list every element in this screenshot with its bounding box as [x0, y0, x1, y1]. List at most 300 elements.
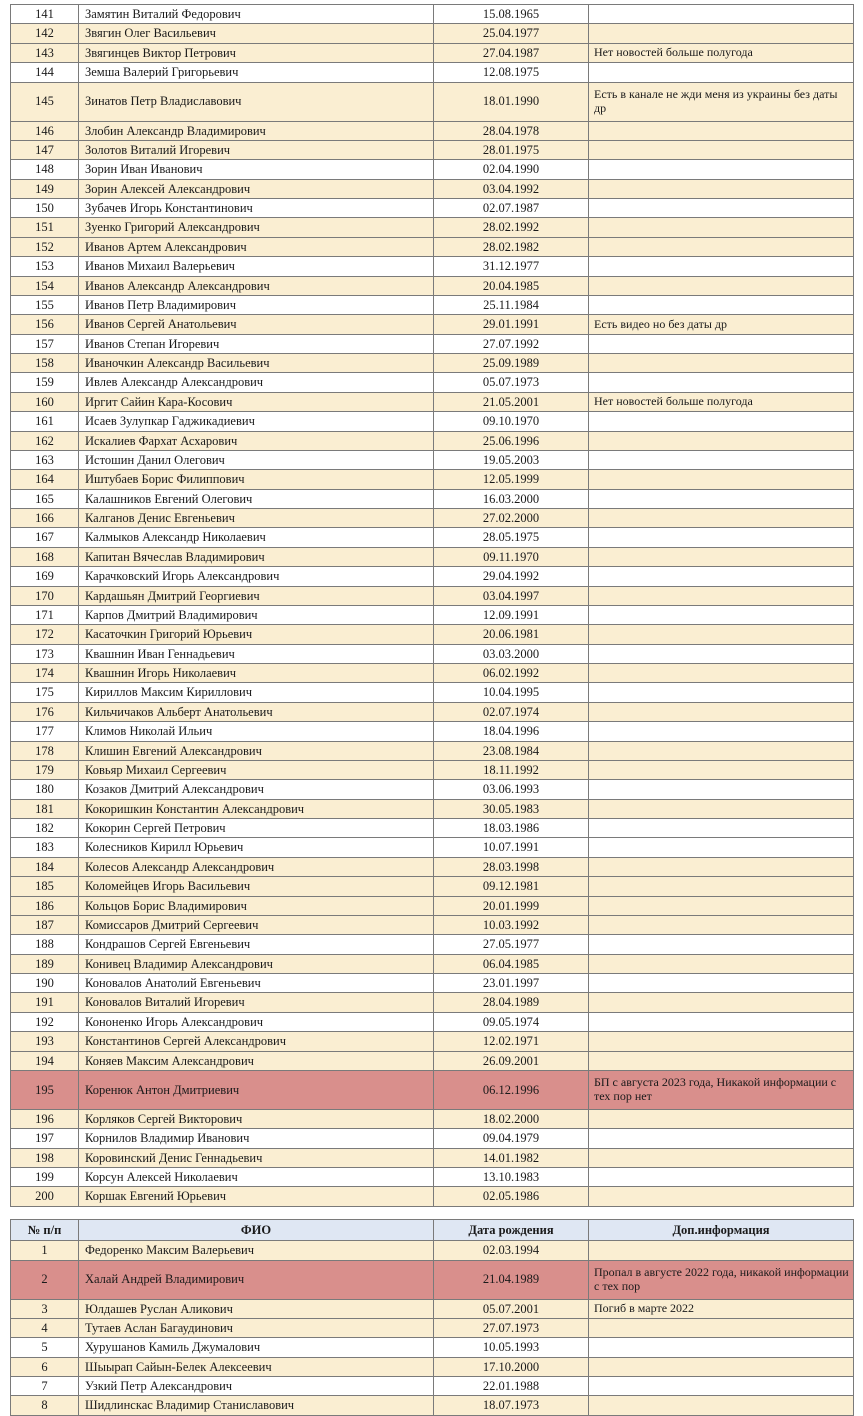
cell-full-name: Кокоришкин Константин Александрович — [79, 799, 434, 818]
table-row — [11, 760, 854, 779]
table-row — [11, 121, 854, 140]
table-separator — [10, 1207, 853, 1219]
cell-full-name: Коновалов Виталий Игоревич — [79, 993, 434, 1012]
cell-number: 174 — [11, 664, 79, 683]
cell-date-of-birth: 19.05.2003 — [434, 450, 589, 469]
cell-date-of-birth: 09.05.1974 — [434, 1012, 589, 1031]
cell-full-name: Коняев Максим Александрович — [79, 1051, 434, 1070]
cell-date-of-birth: 25.06.1996 — [434, 431, 589, 450]
cell-number: 1 — [11, 1241, 79, 1260]
cell-additional-info: Нет новостей больше полугода — [589, 392, 854, 411]
cell-additional-info: БП с августа 2023 года, Никакой информации с тех пор нет — [589, 1070, 854, 1109]
cell-additional-info — [589, 218, 854, 237]
cell-additional-info: Нет новостей больше полугода — [589, 43, 854, 62]
cell-full-name: Земша Валерий Григорьевич — [79, 63, 434, 82]
cell-full-name: Кононенко Игорь Александрович — [79, 1012, 434, 1031]
table-row — [11, 1318, 854, 1337]
cell-number: 175 — [11, 683, 79, 702]
cell-full-name: Ивлев Александр Александрович — [79, 373, 434, 392]
cell-full-name: Корляков Сергей Викторович — [79, 1109, 434, 1128]
cell-number: 5 — [11, 1338, 79, 1357]
cell-number: 176 — [11, 702, 79, 721]
table-row — [11, 179, 854, 198]
cell-date-of-birth: 18.04.1996 — [434, 722, 589, 741]
cell-date-of-birth: 12.09.1991 — [434, 605, 589, 624]
cell-number: 192 — [11, 1012, 79, 1031]
cell-number: 143 — [11, 43, 79, 62]
cell-number: 158 — [11, 354, 79, 373]
table-row — [11, 1357, 854, 1376]
cell-full-name: Комиссаров Дмитрий Сергеевич — [79, 915, 434, 934]
cell-number: 172 — [11, 625, 79, 644]
cell-full-name: Исаев Зулупкар Гаджикадиевич — [79, 412, 434, 431]
cell-number: 155 — [11, 295, 79, 314]
persons-table — [10, 4, 854, 1207]
cell-additional-info: Есть в канале не жди меня из украины без даты др — [589, 82, 854, 121]
cell-full-name: Истошин Данил Олегович — [79, 450, 434, 469]
cell-date-of-birth: 03.04.1997 — [434, 586, 589, 605]
cell-number: 187 — [11, 915, 79, 934]
cell-date-of-birth: 29.01.1991 — [434, 315, 589, 334]
cell-full-name: Колесов Александр Александрович — [79, 857, 434, 876]
cell-full-name: Замятин Виталий Федорович — [79, 5, 434, 24]
table-row — [11, 528, 854, 547]
cell-additional-info — [589, 664, 854, 683]
table-row — [11, 1377, 854, 1396]
cell-full-name: Кардашьян Дмитрий Георгиевич — [79, 586, 434, 605]
cell-additional-info — [589, 257, 854, 276]
cell-additional-info — [589, 819, 854, 838]
cell-additional-info: Пропал в августе 2022 года, никакой информации с тех пор — [589, 1260, 854, 1299]
cell-date-of-birth: 26.09.2001 — [434, 1051, 589, 1070]
cell-number: 185 — [11, 877, 79, 896]
cell-full-name: Зинатов Петр Владиславович — [79, 82, 434, 121]
cell-number: 170 — [11, 586, 79, 605]
cell-additional-info — [589, 954, 854, 973]
cell-date-of-birth: 09.12.1981 — [434, 877, 589, 896]
cell-date-of-birth: 02.07.1974 — [434, 702, 589, 721]
cell-date-of-birth: 10.07.1991 — [434, 838, 589, 857]
cell-number: 8 — [11, 1396, 79, 1415]
cell-date-of-birth: 28.02.1982 — [434, 237, 589, 256]
table-row — [11, 722, 854, 741]
table-row — [11, 392, 854, 411]
cell-additional-info — [589, 1318, 854, 1337]
cell-number: 150 — [11, 199, 79, 218]
table-header-row — [11, 1219, 854, 1240]
cell-date-of-birth: 10.04.1995 — [434, 683, 589, 702]
cell-date-of-birth: 12.05.1999 — [434, 470, 589, 489]
table-row — [11, 1129, 854, 1148]
cell-full-name: Коломейцев Игорь Васильевич — [79, 877, 434, 896]
cell-additional-info — [589, 1168, 854, 1187]
cell-additional-info — [589, 24, 854, 43]
table-row — [11, 605, 854, 624]
table-row — [11, 470, 854, 489]
cell-date-of-birth: 28.03.1998 — [434, 857, 589, 876]
cell-number: 153 — [11, 257, 79, 276]
cell-full-name: Кильчичаков Альберт Анатольевич — [79, 702, 434, 721]
table-row — [11, 838, 854, 857]
cell-number: 178 — [11, 741, 79, 760]
table-row — [11, 315, 854, 334]
cell-number: 164 — [11, 470, 79, 489]
cell-additional-info — [589, 1051, 854, 1070]
table-row — [11, 741, 854, 760]
cell-additional-info — [589, 993, 854, 1012]
cell-additional-info — [589, 741, 854, 760]
cell-date-of-birth: 02.03.1994 — [434, 1241, 589, 1260]
table-row — [11, 1012, 854, 1031]
cell-additional-info — [589, 857, 854, 876]
cell-full-name: Узкий Петр Александрович — [79, 1377, 434, 1396]
table-row — [11, 567, 854, 586]
table-row — [11, 450, 854, 469]
cell-full-name: Касаточкин Григорий Юрьевич — [79, 625, 434, 644]
cell-date-of-birth: 20.04.1985 — [434, 276, 589, 295]
cell-number: 148 — [11, 160, 79, 179]
cell-full-name: Иргит Сайин Кара-Косович — [79, 392, 434, 411]
table-row — [11, 586, 854, 605]
cell-number: 154 — [11, 276, 79, 295]
cell-additional-info — [589, 509, 854, 528]
cell-additional-info — [589, 1396, 854, 1415]
cell-full-name: Кольцов Борис Владимирович — [79, 896, 434, 915]
cell-number: 179 — [11, 760, 79, 779]
table-row — [11, 257, 854, 276]
cell-number: 156 — [11, 315, 79, 334]
cell-date-of-birth: 28.04.1989 — [434, 993, 589, 1012]
cell-date-of-birth: 16.03.2000 — [434, 489, 589, 508]
cell-date-of-birth: 15.08.1965 — [434, 5, 589, 24]
cell-additional-info — [589, 470, 854, 489]
cell-full-name: Колесников Кирилл Юрьевич — [79, 838, 434, 857]
cell-date-of-birth: 21.05.2001 — [434, 392, 589, 411]
cell-additional-info — [589, 1241, 854, 1260]
cell-full-name: Капитан Вячеслав Владимирович — [79, 547, 434, 566]
cell-date-of-birth: 18.11.1992 — [434, 760, 589, 779]
cell-date-of-birth: 06.02.1992 — [434, 664, 589, 683]
column-header-name: ФИО — [79, 1219, 434, 1240]
table-row — [11, 974, 854, 993]
cell-number: 7 — [11, 1377, 79, 1396]
cell-date-of-birth: 27.05.1977 — [434, 935, 589, 954]
cell-date-of-birth: 20.06.1981 — [434, 625, 589, 644]
table-row — [11, 1148, 854, 1167]
table-row — [11, 799, 854, 818]
cell-additional-info — [589, 179, 854, 198]
cell-full-name: Ковьяр Михаил Сергеевич — [79, 760, 434, 779]
table-row — [11, 954, 854, 973]
cell-full-name: Калашников Евгений Олегович — [79, 489, 434, 508]
cell-date-of-birth: 03.04.1992 — [434, 179, 589, 198]
cell-number: 197 — [11, 1129, 79, 1148]
cell-full-name: Калганов Денис Евгеньевич — [79, 509, 434, 528]
cell-date-of-birth: 28.01.1975 — [434, 140, 589, 159]
cell-additional-info — [589, 354, 854, 373]
table-row — [11, 276, 854, 295]
cell-date-of-birth: 06.04.1985 — [434, 954, 589, 973]
cell-additional-info — [589, 1129, 854, 1148]
cell-full-name: Зорин Алексей Александрович — [79, 179, 434, 198]
cell-number: 177 — [11, 722, 79, 741]
cell-number: 162 — [11, 431, 79, 450]
table-row — [11, 295, 854, 314]
cell-full-name: Кириллов Максим Кириллович — [79, 683, 434, 702]
cell-full-name: Тутаев Аслан Багаудинович — [79, 1318, 434, 1337]
cell-additional-info — [589, 373, 854, 392]
cell-date-of-birth: 23.01.1997 — [434, 974, 589, 993]
table-row — [11, 412, 854, 431]
cell-date-of-birth: 22.01.1988 — [434, 1377, 589, 1396]
cell-additional-info — [589, 547, 854, 566]
cell-additional-info — [589, 896, 854, 915]
cell-date-of-birth: 25.04.1977 — [434, 24, 589, 43]
cell-number: 186 — [11, 896, 79, 915]
cell-additional-info — [589, 1357, 854, 1376]
cell-number: 171 — [11, 605, 79, 624]
cell-date-of-birth: 17.10.2000 — [434, 1357, 589, 1376]
cell-additional-info — [589, 1148, 854, 1167]
table-row — [11, 509, 854, 528]
cell-additional-info — [589, 760, 854, 779]
cell-full-name: Конивец Владимир Александрович — [79, 954, 434, 973]
cell-date-of-birth: 20.01.1999 — [434, 896, 589, 915]
cell-date-of-birth: 03.06.1993 — [434, 780, 589, 799]
table-row — [11, 43, 854, 62]
cell-additional-info — [589, 489, 854, 508]
table-row — [11, 857, 854, 876]
table-row — [11, 63, 854, 82]
cell-full-name: Иштубаев Борис Филиппович — [79, 470, 434, 489]
cell-number: 189 — [11, 954, 79, 973]
cell-full-name: Корнилов Владимир Иванович — [79, 1129, 434, 1148]
cell-number: 157 — [11, 334, 79, 353]
cell-date-of-birth: 23.08.1984 — [434, 741, 589, 760]
table-row — [11, 1032, 854, 1051]
cell-number: 167 — [11, 528, 79, 547]
table-row — [11, 82, 854, 121]
cell-number: 160 — [11, 392, 79, 411]
cell-additional-info — [589, 567, 854, 586]
cell-date-of-birth: 27.07.1992 — [434, 334, 589, 353]
cell-full-name: Квашнин Иван Геннадьевич — [79, 644, 434, 663]
table-row — [11, 354, 854, 373]
cell-full-name: Зорин Иван Иванович — [79, 160, 434, 179]
cell-full-name: Иваночкин Александр Васильевич — [79, 354, 434, 373]
cell-additional-info — [589, 237, 854, 256]
cell-full-name: Клишин Евгений Александрович — [79, 741, 434, 760]
cell-number: 169 — [11, 567, 79, 586]
cell-full-name: Климов Николай Ильич — [79, 722, 434, 741]
cell-additional-info — [589, 528, 854, 547]
cell-additional-info — [589, 605, 854, 624]
cell-date-of-birth: 18.02.2000 — [434, 1109, 589, 1128]
cell-full-name: Коновалов Анатолий Евгеньевич — [79, 974, 434, 993]
table-row — [11, 877, 854, 896]
cell-additional-info — [589, 1187, 854, 1206]
cell-number: 191 — [11, 993, 79, 1012]
table-row — [11, 935, 854, 954]
cell-full-name: Квашнин Игорь Николаевич — [79, 664, 434, 683]
cell-additional-info — [589, 702, 854, 721]
cell-additional-info — [589, 1109, 854, 1128]
table-row — [11, 373, 854, 392]
cell-additional-info — [589, 935, 854, 954]
cell-date-of-birth: 25.11.1984 — [434, 295, 589, 314]
cell-full-name: Зубачев Игорь Константинович — [79, 199, 434, 218]
cell-additional-info — [589, 1338, 854, 1357]
cell-additional-info — [589, 5, 854, 24]
cell-number: 142 — [11, 24, 79, 43]
cell-full-name: Зуенко Григорий Александрович — [79, 218, 434, 237]
cell-number: 194 — [11, 1051, 79, 1070]
cell-date-of-birth: 02.07.1987 — [434, 199, 589, 218]
table-row — [11, 24, 854, 43]
cell-full-name: Хурушанов Камиль Джумалович — [79, 1338, 434, 1357]
cell-number: 163 — [11, 450, 79, 469]
cell-additional-info — [589, 121, 854, 140]
cell-additional-info: Есть видео но без даты др — [589, 315, 854, 334]
cell-full-name: Иванов Александр Александрович — [79, 276, 434, 295]
cell-number: 2 — [11, 1260, 79, 1299]
cell-additional-info — [589, 1032, 854, 1051]
table-row — [11, 644, 854, 663]
cell-date-of-birth: 14.01.1982 — [434, 1148, 589, 1167]
cell-additional-info — [589, 722, 854, 741]
table-row — [11, 993, 854, 1012]
table-row — [11, 1051, 854, 1070]
cell-full-name: Иванов Артем Александрович — [79, 237, 434, 256]
cell-additional-info — [589, 644, 854, 663]
cell-number: 198 — [11, 1148, 79, 1167]
tables-container — [10, 4, 853, 1416]
cell-number: 196 — [11, 1109, 79, 1128]
cell-date-of-birth: 25.09.1989 — [434, 354, 589, 373]
table-row — [11, 683, 854, 702]
cell-full-name: Искалиев Фархат Асхарович — [79, 431, 434, 450]
table-row — [11, 431, 854, 450]
cell-additional-info — [589, 140, 854, 159]
cell-date-of-birth: 09.11.1970 — [434, 547, 589, 566]
cell-full-name: Карпов Дмитрий Владимирович — [79, 605, 434, 624]
cell-additional-info — [589, 838, 854, 857]
table-row — [11, 819, 854, 838]
cell-additional-info — [589, 915, 854, 934]
table-row — [11, 5, 854, 24]
cell-additional-info — [589, 799, 854, 818]
cell-number: 183 — [11, 838, 79, 857]
cell-full-name: Коренюк Антон Дмитриевич — [79, 1070, 434, 1109]
cell-additional-info — [589, 160, 854, 179]
table-row — [11, 1187, 854, 1206]
cell-number: 180 — [11, 780, 79, 799]
cell-additional-info — [589, 276, 854, 295]
cell-number: 182 — [11, 819, 79, 838]
cell-date-of-birth: 12.02.1971 — [434, 1032, 589, 1051]
cell-full-name: Константинов Сергей Александрович — [79, 1032, 434, 1051]
table-row — [11, 1109, 854, 1128]
table-row — [11, 664, 854, 683]
cell-additional-info — [589, 431, 854, 450]
column-header-info: Доп.информация — [589, 1219, 854, 1240]
cell-additional-info: Погиб в марте 2022 — [589, 1299, 854, 1318]
cell-date-of-birth: 27.02.2000 — [434, 509, 589, 528]
cell-number: 4 — [11, 1318, 79, 1337]
cell-date-of-birth: 13.10.1983 — [434, 1168, 589, 1187]
cell-date-of-birth: 10.05.1993 — [434, 1338, 589, 1357]
cell-full-name: Федоренко Максим Валерьевич — [79, 1241, 434, 1260]
cell-full-name: Козаков Дмитрий Александрович — [79, 780, 434, 799]
cell-full-name: Шидлинскас Владимир Станиславович — [79, 1396, 434, 1415]
table-row — [11, 237, 854, 256]
cell-number: 200 — [11, 1187, 79, 1206]
cell-number: 168 — [11, 547, 79, 566]
cell-number: 193 — [11, 1032, 79, 1051]
cell-full-name: Халай Андрей Владимирович — [79, 1260, 434, 1299]
cell-full-name: Звягинцев Виктор Петрович — [79, 43, 434, 62]
cell-date-of-birth: 10.03.1992 — [434, 915, 589, 934]
cell-additional-info — [589, 683, 854, 702]
table-row — [11, 489, 854, 508]
column-header-number: № п/п — [11, 1219, 79, 1240]
cell-full-name: Золотов Виталий Игоревич — [79, 140, 434, 159]
cell-number: 195 — [11, 1070, 79, 1109]
cell-date-of-birth: 03.03.2000 — [434, 644, 589, 663]
cell-date-of-birth: 27.04.1987 — [434, 43, 589, 62]
cell-number: 147 — [11, 140, 79, 159]
cell-full-name: Иванов Петр Владимирович — [79, 295, 434, 314]
cell-number: 151 — [11, 218, 79, 237]
cell-additional-info — [589, 974, 854, 993]
cell-full-name: Коршак Евгений Юрьевич — [79, 1187, 434, 1206]
cell-number: 190 — [11, 974, 79, 993]
cell-additional-info — [589, 1012, 854, 1031]
cell-additional-info — [589, 1377, 854, 1396]
cell-number: 199 — [11, 1168, 79, 1187]
table-row — [11, 1299, 854, 1318]
cell-full-name: Кокорин Сергей Петрович — [79, 819, 434, 838]
cell-number: 146 — [11, 121, 79, 140]
cell-number: 173 — [11, 644, 79, 663]
table-row — [11, 199, 854, 218]
cell-number: 188 — [11, 935, 79, 954]
cell-number: 152 — [11, 237, 79, 256]
cell-full-name: Злобин Александр Владимирович — [79, 121, 434, 140]
table-row — [11, 625, 854, 644]
cell-additional-info — [589, 412, 854, 431]
table-row — [11, 702, 854, 721]
cell-number: 181 — [11, 799, 79, 818]
cell-additional-info — [589, 586, 854, 605]
cell-number: 166 — [11, 509, 79, 528]
table-row — [11, 1168, 854, 1187]
cell-additional-info — [589, 625, 854, 644]
cell-full-name: Кондрашов Сергей Евгеньевич — [79, 935, 434, 954]
column-header-dob: Дата рождения — [434, 1219, 589, 1240]
table-row — [11, 1070, 854, 1109]
cell-date-of-birth: 28.02.1992 — [434, 218, 589, 237]
table-row — [11, 1338, 854, 1357]
cell-number: 149 — [11, 179, 79, 198]
table-row — [11, 896, 854, 915]
cell-number: 145 — [11, 82, 79, 121]
cell-date-of-birth: 29.04.1992 — [434, 567, 589, 586]
cell-additional-info — [589, 199, 854, 218]
table-row — [11, 915, 854, 934]
cell-full-name: Шыырап Сайын-Белек Алексеевич — [79, 1357, 434, 1376]
cell-date-of-birth: 02.04.1990 — [434, 160, 589, 179]
